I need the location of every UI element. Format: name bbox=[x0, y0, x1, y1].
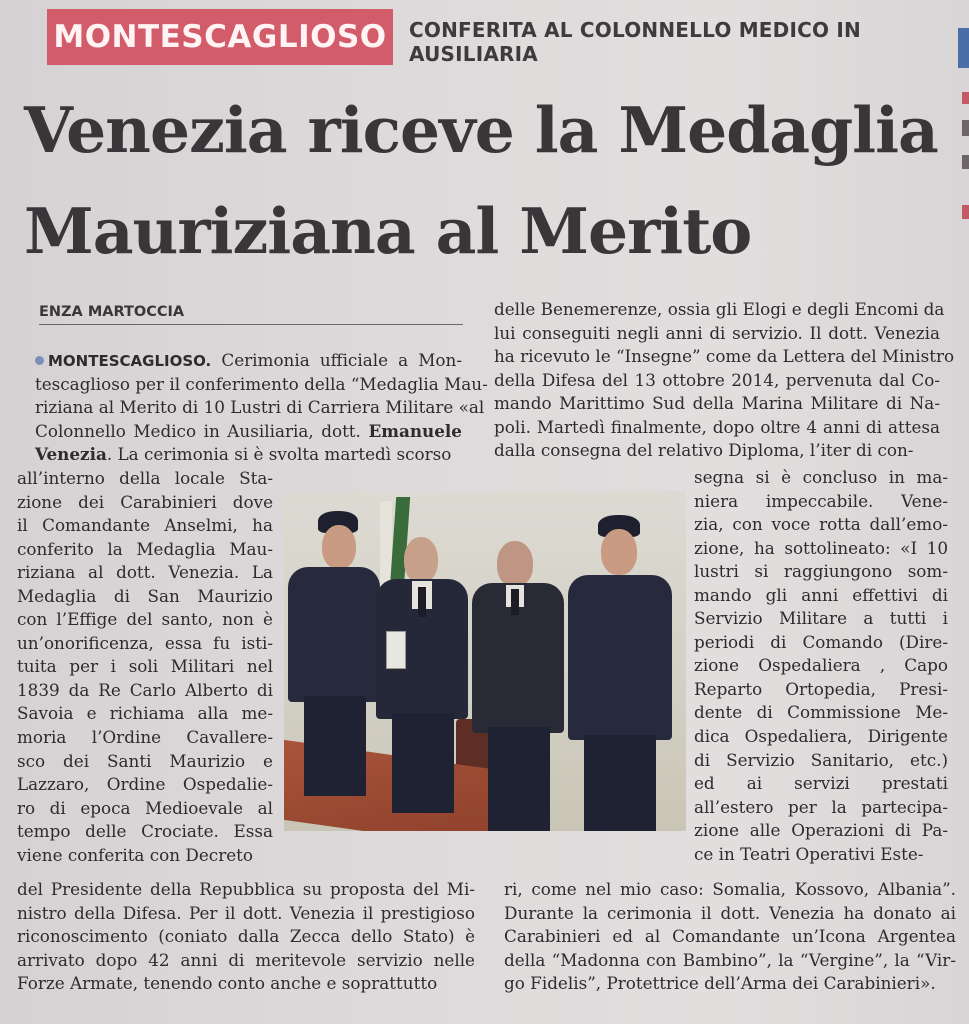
uniform bbox=[568, 575, 672, 740]
text-line: dica Ospedaliera, Dirigente bbox=[694, 726, 948, 747]
text-fragment: . La cerimonia si è svolta martedì scorso bbox=[106, 444, 452, 465]
text-line: della Difesa del 13 ottobre 2014, pervenuta dal Co- bbox=[494, 369, 940, 390]
text-line bbox=[35, 420, 462, 444]
text-line: poli. Martedì finalmente, dopo oltre 4 anni di attesa bbox=[494, 416, 940, 437]
dateline: MONTESCAGLIOSO. bbox=[48, 352, 212, 370]
text-line bbox=[35, 443, 462, 467]
text-line: Reparto Ortopedia, Presi- bbox=[694, 678, 948, 699]
text-line: con l’Effige del santo, non è bbox=[17, 609, 273, 630]
text-line: Servizio Militare a tutti i bbox=[694, 608, 948, 629]
text-line: periodi di Comando (Dire- bbox=[694, 631, 948, 652]
text-line: Medaglia di San Maurizio bbox=[17, 585, 273, 606]
text-line: tuita per i soli Militari nel bbox=[17, 656, 273, 677]
text-line: tescaglioso per il conferimento della “Medaglia Mau- bbox=[35, 373, 488, 394]
left-column-top bbox=[35, 349, 488, 467]
text-line: di Servizio Sanitario, etc.) bbox=[694, 749, 948, 770]
byline-rule bbox=[39, 324, 463, 325]
headline-line-1: Venezia riceve la Medaglia bbox=[24, 93, 938, 167]
left-column-narrow bbox=[17, 467, 273, 867]
text-line: un’onorificenza, essa fu isti- bbox=[17, 632, 273, 653]
text-line: 1839 da Re Carlo Alberto di bbox=[17, 679, 273, 700]
text-line: ri, come nel mio caso: Somalia, Kossovo, Albania”. bbox=[504, 879, 956, 899]
text-line: Durante la cerimonia il dott. Venezia ha donato ai bbox=[504, 902, 956, 923]
edge-mark-grey bbox=[962, 120, 969, 136]
text-line: niera impeccabile. Vene- bbox=[694, 490, 948, 511]
text-line: arrivato dopo 42 anni di meritevole servizio nelle bbox=[17, 949, 475, 970]
text-line: conferito la Medaglia Mau- bbox=[17, 538, 273, 559]
headline bbox=[24, 80, 938, 282]
text-fragment: Cerimonia ufficiale a Mon- bbox=[211, 350, 462, 370]
text-line: Lazzaro, Ordine Ospedalie- bbox=[17, 774, 273, 795]
text-line: zione alle Operazioni di Pa- bbox=[694, 820, 948, 841]
headline-line-2: Mauriziana al Merito bbox=[24, 194, 752, 268]
trousers bbox=[584, 735, 656, 831]
trousers bbox=[488, 727, 550, 831]
text-line: moria l’Ordine Cavallere- bbox=[17, 727, 273, 748]
right-column-top bbox=[494, 298, 955, 463]
right-column-bottom bbox=[504, 878, 956, 996]
text-line: Forze Armate, tenendo conto anche e soprattutto bbox=[17, 973, 438, 994]
text-line: il Comandante Anselmi, ha bbox=[17, 515, 273, 536]
text-line: zione, ha sottolineato: «I 10 bbox=[694, 537, 948, 558]
section-tag: MONTESCAGLIOSO bbox=[47, 9, 393, 65]
text-line: della “Madonna con Bambino”, la “Vergine”, la “Vir- bbox=[504, 949, 956, 970]
text-line: all’interno della locale Sta- bbox=[17, 468, 273, 488]
face bbox=[322, 525, 356, 569]
text-line: zione Ospedaliera , Capo bbox=[694, 655, 948, 676]
tie bbox=[418, 587, 426, 617]
text-line: Savoia e richiama alla me- bbox=[17, 703, 273, 724]
byline: ENZA MARTOCCIA bbox=[39, 304, 185, 320]
text-line: sco dei Santi Maurizio e bbox=[17, 750, 273, 771]
person-name: Emanuele bbox=[368, 420, 462, 441]
text-fragment: Colonnello Medico in Ausiliaria, dott. bbox=[35, 420, 369, 441]
text-line: delle Benemerenze, ossia gli Elogi e degli Encomi da bbox=[494, 299, 945, 319]
bullet-icon bbox=[35, 356, 44, 365]
text-line: all’estero per la partecipa- bbox=[694, 796, 948, 817]
text-line: riconoscimento (coniato dalla Zecca dello Stato) è bbox=[17, 926, 475, 947]
text-line bbox=[35, 349, 462, 373]
left-column-bottom bbox=[17, 878, 475, 996]
text-line: lustri si raggiungono som- bbox=[694, 561, 948, 582]
text-line: tempo delle Crociate. Essa bbox=[17, 821, 273, 842]
text-line: dalla consegna del relativo Diploma, l’iter di con- bbox=[494, 440, 914, 461]
edge-mark-red bbox=[962, 92, 969, 104]
person-name: Venezia bbox=[35, 444, 107, 465]
text-line: del Presidente della Repubblica su proposta del Mi- bbox=[17, 879, 475, 899]
text-line: riziana al Merito di 10 Lustri di Carriera Militare «al bbox=[35, 397, 485, 418]
text-line: go Fidelis”, Protettrice dell’Arma dei Carabinieri». bbox=[504, 973, 936, 994]
medal-case bbox=[386, 631, 406, 669]
text-line: segna si è concluso in ma- bbox=[694, 467, 948, 487]
text-line: nistro della Difesa. Per il dott. Venezia il prestigioso bbox=[17, 902, 475, 923]
face bbox=[497, 541, 533, 587]
text-line: zione dei Carabinieri dove bbox=[17, 491, 273, 512]
photo-four-men-ceremony bbox=[284, 491, 686, 831]
uniform bbox=[288, 567, 380, 702]
edge-mark-red bbox=[962, 205, 969, 219]
text-line: dente di Commissione Me- bbox=[694, 702, 948, 723]
text-line: ed ai servizi prestati bbox=[694, 773, 948, 794]
edge-mark-blue bbox=[958, 28, 969, 68]
kicker: CONFERITA AL COLONNELLO MEDICO IN AUSILIARIA bbox=[409, 18, 861, 66]
text-line: mando Marittimo Sud della Marina Militare di Na- bbox=[494, 393, 940, 414]
trousers bbox=[392, 713, 454, 813]
text-line: ro di epoca Medioevale al bbox=[17, 797, 273, 818]
text-line: mando gli anni effettivi di bbox=[694, 584, 948, 605]
face bbox=[601, 529, 637, 575]
tie bbox=[511, 589, 519, 615]
right-column-narrow bbox=[694, 466, 948, 866]
edge-mark-grey bbox=[962, 155, 969, 169]
text-line: lui conseguiti negli anni di servizio. Il dott. Venezia bbox=[494, 322, 940, 343]
text-line: ce in Teatri Operativi Este- bbox=[694, 843, 924, 864]
text-line: Carabinieri ed al Comandante un’Icona Argentea bbox=[504, 926, 956, 947]
text-line: riziana al dott. Venezia. La bbox=[17, 562, 273, 583]
text-line: zia, con voce rotta dall’emo- bbox=[694, 514, 948, 535]
text-line: ha ricevuto le “Insegne” come da Lettera del Ministro bbox=[494, 346, 955, 367]
face bbox=[404, 537, 438, 583]
text-line: viene conferita con Decreto bbox=[17, 844, 254, 865]
trousers bbox=[304, 696, 366, 796]
